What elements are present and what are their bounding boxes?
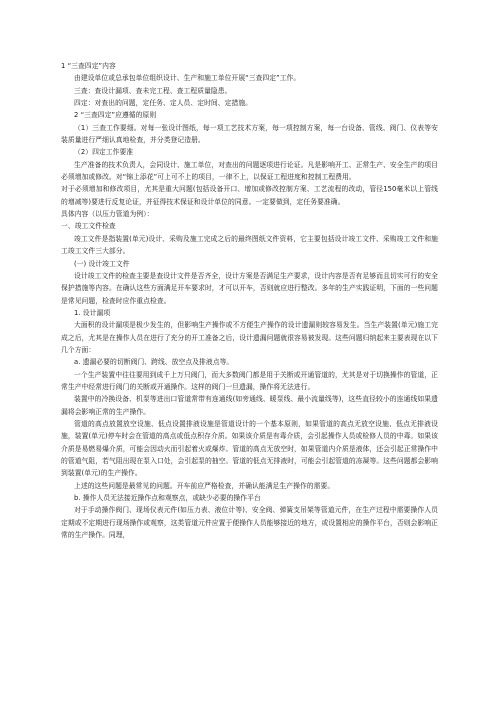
paragraph: 一个生产装置中往往要用到成千上万只阀门，而大多数阀门都是用于关断或开通管道的，尤其是对于切换操作的管道，正常生产中经常进行阀门的关断或开通操作。这样的阀门一旦遗漏，操作将无法进行。 — [61, 370, 438, 391]
paragraph: 具体内容（以压力管道为例）： — [61, 210, 154, 219]
paragraph: 设计竣工文件的检查主要是查设计文件是否齐全，设计方案是否满足生产要求，设计内容是否有足够而且切实可行的安全保护措施等内容。在确认这些方面满足开车要求时，才可以开车，否则就应进行整改。多年的生产实践证明，下面的一些问题是常见问题，检查时应作重点检查。 — [61, 271, 438, 305]
paragraph: 竣工文件是指装置(单元)设计、采购及施工完成之后的最终图纸文件资料，它主要包括设计竣工文件、采购竣工文件和施工竣工文件三大部分。 — [61, 234, 438, 256]
document-body — [61, 60, 438, 541]
paragraph: 由建设单位或总承包单位组织设计、生产和施工单位开展“三查四定”工作。 — [74, 74, 301, 83]
paragraph: 对于手动操作阀门、现场仪表元件(如压力表、液位计等)、安全阀、弹簧支吊架等管道元件，在生产过程中需要操作人员定期或不定期进行现场操作或观察，这类管道元件应置于便操作人员能够接近的地方，或设置相应的操作平台，否则会影响正常的生产操作。同理， — [61, 506, 438, 540]
paragraph: （1）三查工作要细。对每一张设计图纸，每一项工艺技术方案，每一项控制方案，每一台设备、管线、阀门、仪表等安装质量进行严细认真地检查，并分类登记造册。 — [61, 123, 438, 145]
paragraph: 生产准备的技术负责人，会同设计、施工单位，对查出的问题逐项进行论证。凡是影响开工、正常生产、安全生产的项目必须增加或修改。对“锦上添花”可上可不上的项目，一律不上，以保证工程进度和控制工程费用。 — [61, 160, 438, 182]
paragraph: 四定：对查出的问题，定任务、定人员、定时间、定措施。 — [74, 99, 253, 108]
paragraph: （2）四定工作要准 — [74, 148, 134, 157]
paragraph: a. 遗漏必要的切断阀门、跨线、放空点及排液点等。 — [74, 358, 234, 367]
paragraph: 上述的这些问题是最常见的问题。开车前应严格检查，并确认能满足生产操作的需要。 — [74, 481, 335, 490]
paragraph: 管道的高点放置放空设施、低点设置排液设施是管道设计的一个基本原则，如果管道的高点无放空设施、低点无排液设施，装置(单元)停车时会在管道的高点或低点积存介质。如果该介质是有毒介质，会引起操作人员或检修人员的中毒。如果该介质是易燃易爆介质，可能会因动火而引起着火或爆炸。管道的高点无放空时，如果管道内介质是液体，还会引起正常操作中的管道气阻，若气阻出现在泵入口处，会引起泵的抽空。管道的低点无排液时，可能会引起管道的冻凝等。这些问题都会影响到装置(单元)的生产操作。 — [61, 419, 438, 478]
paragraph: 大面积的设计漏项是极少发生的，但影响生产操作或不方便生产操作的设计遗漏则较容易发生。当生产装置(单元)施工完成之后，尤其是在操作人员在进行了充分的开工准备之后，设计遗漏问题就很容易被发现。这些问题归纳起来主要表现在以下几个方面： — [61, 321, 438, 354]
paragraph: 2 “三查四定”应遵循的原则 — [74, 111, 157, 120]
subsection-heading: 1. 设计漏项 — [74, 308, 111, 317]
paragraph: 对于必须增加和修改项目，尤其是重大问题(包括设备开口、增加或修改控制方案、工艺流程的改动，管径150毫米以上管线的增减等)要进行反复论证，并征得技术保证和设计单位的同意。一定要做到，定任务要准确。 — [61, 185, 438, 206]
paragraph: 1 “三查四定”内容 — [61, 62, 116, 70]
paragraph: b. 操作人员无法接近操作点和观察点，或缺少必要的操作平台 — [74, 494, 261, 503]
paragraph: 三查：查设计漏项、查未完工程、查工程质量隐患。 — [74, 86, 232, 95]
subsection-heading: (一) 设计竣工文件 — [74, 259, 130, 268]
section-heading: 一、竣工文件检查 — [61, 222, 116, 231]
paragraph: 装置中的冷换设备、机泵等进出口管道常带有连通线(如旁通线、暖泵线、最小流量线等)，这些直径较小的连通线如果遗漏将会影响正常的生产操作。 — [61, 395, 438, 416]
